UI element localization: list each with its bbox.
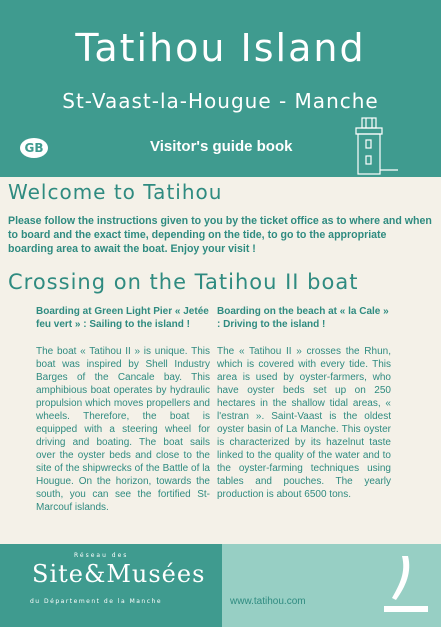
page-title: Tatihou Island	[75, 26, 366, 70]
welcome-text: Please follow the instructions given to you by the ticket office as to where and when to board and the exact time, depending on the tide, to go to the appropriate boarding area to await the boat. Enjoy your visit !	[8, 215, 432, 255]
guide-label: Visitor's guide book	[150, 138, 293, 155]
crossing-heading: Crossing on the Tatihou II boat	[8, 270, 359, 294]
logo-subtitle: du Département de la Manche	[30, 598, 163, 605]
network-label: Réseau des	[74, 552, 129, 559]
left-column	[36, 305, 210, 514]
website-link[interactable]: www.tatihou.com	[230, 596, 306, 607]
welcome-heading: Welcome to Tatihou	[8, 180, 223, 204]
language-badge: GB	[20, 138, 48, 158]
header-banner	[0, 0, 441, 177]
manche-logo-icon	[382, 554, 430, 620]
footer-logo-panel	[0, 544, 222, 627]
footer-web-panel	[222, 544, 441, 627]
sites-musees-logo: Site&Musées	[32, 560, 206, 588]
page-subtitle: St-Vaast-la-Hougue - Manche	[62, 89, 379, 113]
right-column	[217, 305, 391, 501]
left-column-heading: Boarding at Green Light Pier « Jetée feu vert » : Sailing to the island !	[36, 306, 209, 330]
left-column-body: The boat « Tatihou II » is unique. This boat was inspired by Shell Industry Barges of the Cancale bay. This amphibious boat operates by hydraulic propulsion which moves propellers and wheels. Therefore, the boat is equipped with a steering wheel for driving and boating. The boat sails over the oyster beds and close to the site of the shipwrecks of the Battle of la Hougue. On the horizon, towards the south, you can see the fortified St-Marcouf islands.	[36, 346, 210, 513]
tower-icon	[352, 114, 400, 176]
right-column-heading: Boarding on the beach at « la Cale » : Driving to the island !	[217, 306, 389, 330]
right-column-body: The « Tatihou II » crosses the Rhun, which is covered with every tide. This area is used by oyster-farmers, who have oyster beds set up on 250 hectares in the shallow tidal areas, « l'estran ». Saint-Vaast is the oldest oyster basin of La Manche. This oyster is characterized by its hazelnut taste linked to the quality of the water and to the oyster-farming techniques using tables and pouches. The yearly production is about 6500 tons.	[217, 346, 391, 500]
